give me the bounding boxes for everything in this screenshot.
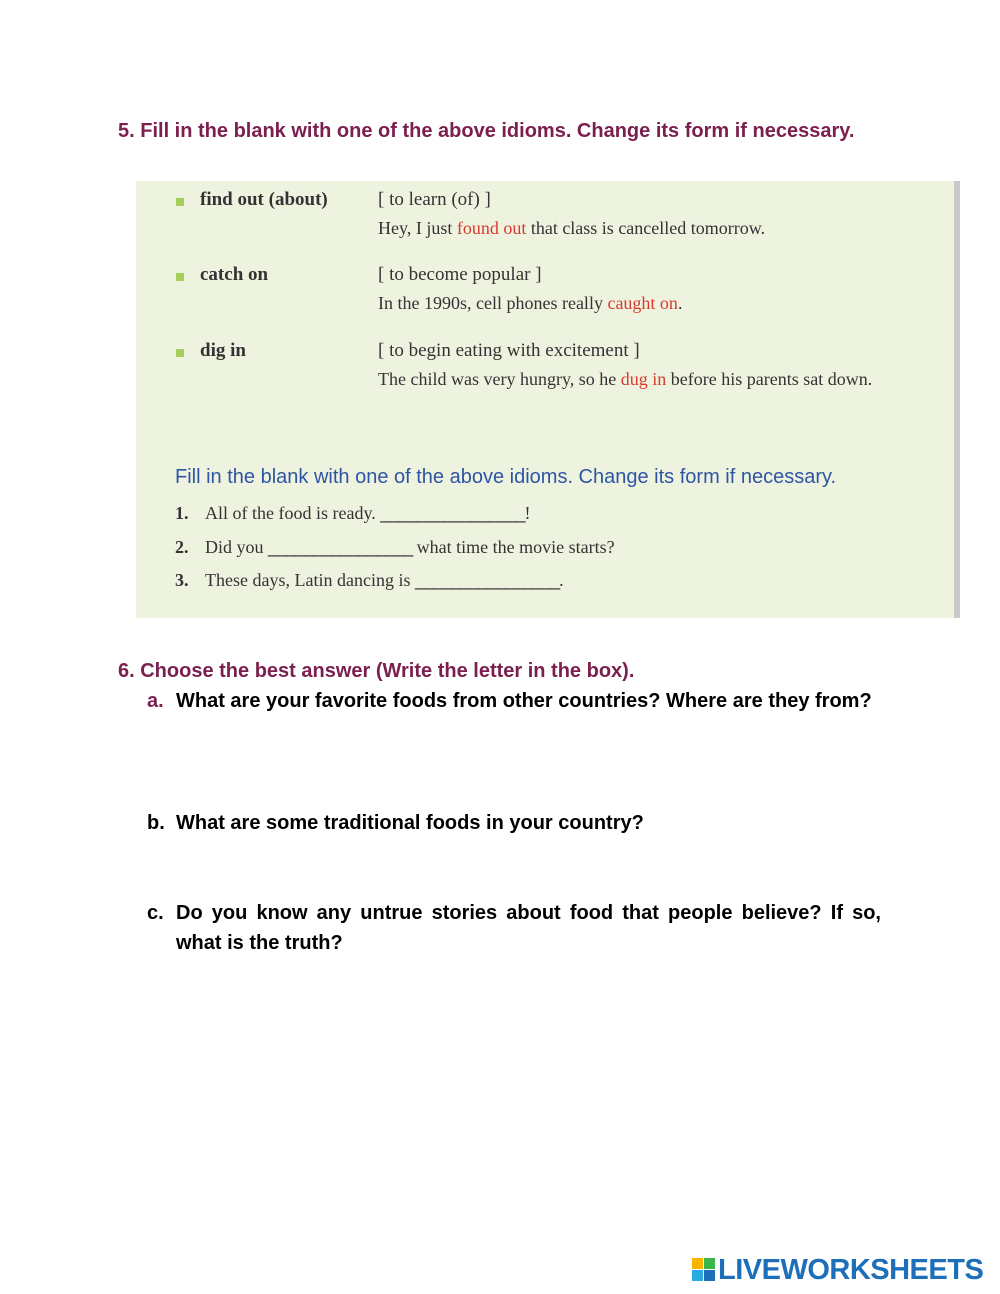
- answer-blank: ________________: [268, 537, 413, 557]
- idiom-example: The child was very hungry, so he dug in before his parents sat down.: [378, 369, 873, 389]
- question-c: [147, 898, 881, 958]
- square-bullet-icon: [176, 198, 184, 206]
- idiom-term: catch on: [200, 264, 269, 285]
- section-5-title: 5. Fill in the blank with one of the above idioms. Change its form if necessary.: [118, 120, 855, 142]
- idiom-definition: [ to become popular ]: [378, 264, 542, 285]
- question-text: What are your favorite foods from other countries? Where are they from?: [176, 690, 872, 712]
- exercise-item: 3. These days, Latin dancing is ________________.: [175, 570, 564, 590]
- idiom-highlight: dug in: [620, 369, 667, 389]
- question-text: Do you know any untrue stories about food that people believe? If so, what is the truth?: [176, 902, 881, 954]
- liveworksheets-logo[interactable]: [692, 1253, 983, 1287]
- idiom-term: dig in: [200, 340, 246, 361]
- idiom-highlight: caught on: [607, 293, 678, 313]
- section-6-title: 6. Choose the best answer (Write the letter in the box).: [118, 660, 635, 682]
- square-bullet-icon: [176, 349, 184, 357]
- exercise-item: 2. Did you ________________ what time the movie starts?: [175, 537, 615, 557]
- question-letter: a.: [147, 690, 164, 712]
- logo-text: LIVEWORKSHEETS: [718, 1253, 984, 1286]
- exercise-item: 1. All of the food is ready. ________________!: [175, 503, 531, 523]
- idiom-box: [136, 181, 960, 618]
- square-bullet-icon: [176, 273, 184, 281]
- exercise-title: Fill in the blank with one of the above idioms. Change its form if necessary.: [175, 466, 837, 488]
- question-letter: b.: [147, 812, 165, 834]
- idiom-highlight: found out: [456, 218, 527, 238]
- idiom-example: Hey, I just found out that class is cancelled tomorrow.: [378, 218, 766, 238]
- answer-blank: ________________: [380, 503, 525, 523]
- question-b: [147, 808, 881, 838]
- idiom-example: In the 1990s, cell phones really caught on.: [378, 293, 683, 313]
- idiom-definition: [ to begin eating with excitement ]: [378, 340, 640, 361]
- idiom-term: find out (about): [200, 189, 328, 210]
- question-a: [147, 686, 881, 716]
- question-letter: c.: [147, 902, 164, 924]
- liveworksheets-mark-icon: [692, 1258, 716, 1282]
- idiom-definition: [ to learn (of) ]: [378, 189, 491, 210]
- question-text: What are some traditional foods in your country?: [176, 812, 644, 834]
- answer-blank: ________________: [414, 570, 560, 590]
